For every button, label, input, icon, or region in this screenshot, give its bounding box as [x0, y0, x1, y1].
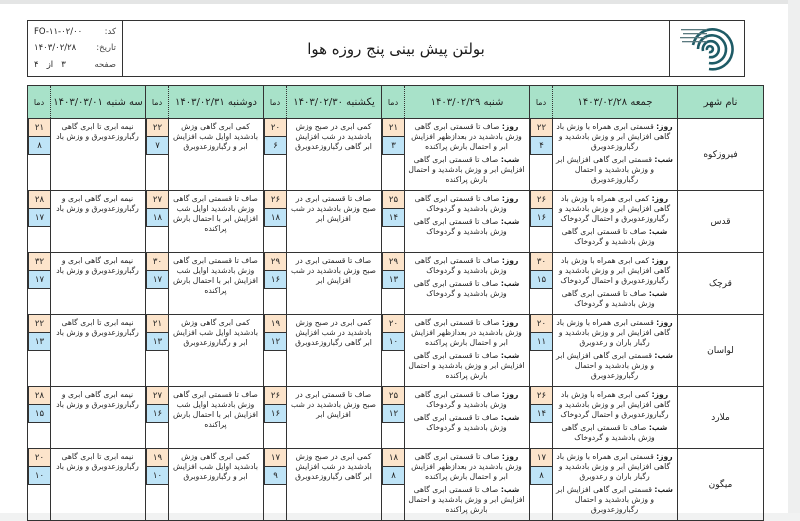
night-forecast-text: صاف تا قسمتی ابری گاهی افزایش ابر و وزش بادشدید و احتمال بارش پراکنده [408, 155, 525, 184]
temperature-cell [382, 119, 405, 191]
forecast-description [51, 449, 146, 521]
day-forecast-text: صاف تا قسمتی ابری گاهی وزش بادشدید در بعدازظهر افزایش ابر و احتمال بارش پراکنده [411, 122, 522, 151]
min-temperature: ۱۷ [29, 271, 50, 289]
min-temperature: ۱۰ [147, 467, 168, 485]
forecast-description [287, 253, 382, 315]
min-temperature: ۸ [29, 137, 50, 155]
temperature-cell [382, 449, 405, 521]
night-forecast [408, 351, 525, 381]
night-prefix: شب: [500, 413, 520, 422]
temperature-cell [146, 449, 169, 521]
temperature-cell [28, 119, 51, 191]
max-temperature: ۲۶ [531, 191, 552, 209]
night-forecast [408, 279, 525, 299]
max-temperature: ۲۶ [265, 387, 286, 405]
temperature-cell [382, 253, 405, 315]
forecast-description [553, 191, 678, 253]
day-prefix: روز: [501, 390, 519, 399]
forecast-table-body [28, 119, 764, 521]
night-forecast-text: قسمتی ابری گاهی افزایش ابر و وزش بادشدید و احتمال رگباروزعدوبرق [556, 351, 655, 380]
max-temperature: ۲۱ [147, 315, 168, 333]
temperature-cell [530, 315, 553, 387]
max-temperature: ۲۶ [265, 191, 286, 209]
max-temperature: ۲۰ [29, 449, 50, 467]
min-temperature: ۸ [531, 467, 552, 485]
temperature-cell [264, 449, 287, 521]
page-label: صفحه [94, 59, 116, 70]
temperature-cell [28, 191, 51, 253]
max-temperature: ۳۰ [531, 253, 552, 271]
forecast-text: صاف تا قسمتی ابری گاهی وزش بادشدید اوایل شب افزایش ابر با احتمال بارش پراکنده [172, 390, 258, 429]
page-number [34, 60, 66, 70]
min-temperature: ۱۶ [531, 209, 552, 227]
page-title: بولتن پیش بینی پنج روزه هوا [307, 39, 485, 58]
forecast-description [553, 449, 678, 521]
night-prefix: شب: [648, 289, 668, 298]
forecast-text: نیمه ابری تا ابری گاهی رگباروزعدوبرق و وزش باد [56, 318, 139, 337]
temperature-cell [382, 191, 405, 253]
max-temperature: ۲۰ [383, 315, 404, 333]
temperature-cell [264, 119, 287, 191]
forecast-description [287, 387, 382, 449]
forecast-description [287, 449, 382, 521]
min-temperature: ۱۳ [29, 333, 50, 351]
day-prefix: روز: [651, 256, 669, 265]
night-forecast [556, 155, 673, 185]
night-prefix: شب: [654, 485, 673, 494]
night-forecast [556, 423, 673, 443]
min-temperature: ۱۸ [265, 209, 286, 227]
day-forecast [408, 194, 525, 214]
day-prefix: روز: [651, 194, 669, 203]
city-name: لواسان [678, 315, 764, 387]
max-temperature: ۱۸ [383, 449, 404, 467]
night-forecast [556, 289, 673, 309]
city-name: قدس [678, 191, 764, 253]
temperature-cell [382, 387, 405, 449]
forecast-text: صاف تا قسمتی ابری گاهی وزش بادشدید اوایل شب افزایش ابر با احتمال بارش پراکنده [172, 194, 258, 233]
forecast-text: نیمه ابری تا ابری گاهی رگباروزعدوبرق و وزش باد [56, 452, 139, 471]
night-prefix: شب: [500, 279, 520, 288]
day-forecast-text: صاف تا قسمتی ابری گاهی وزش بادشدید در بعدازظهر افزایش ابر و احتمال بارش پراکنده [411, 318, 522, 347]
day-column-header: جمعه ۱۴۰۳/۰۲/۲۸ [553, 86, 678, 119]
forecast-description [51, 191, 146, 253]
min-temperature: ۱۵ [531, 271, 552, 289]
forecast-text: صاف تا قسمتی ابری در صبح وزش بادشدید در شب افزایش ابر [290, 390, 377, 419]
temperature-cell [530, 119, 553, 191]
forecast-description [51, 253, 146, 315]
max-temperature: ۳۲ [29, 253, 50, 271]
min-temperature: ۱۴ [383, 209, 404, 227]
max-temperature: ۲۷ [147, 387, 168, 405]
forecast-text: نیمه ابری تا ابری گاهی رگباروزعدوبرق و وزش باد [56, 122, 139, 141]
max-temperature: ۲۲ [147, 119, 168, 137]
day-prefix: روز: [501, 452, 519, 461]
day-forecast-text: صاف تا قسمتی ابری گاهی وزش بادشدید و گردوخاک [414, 390, 507, 409]
forecast-description [405, 315, 530, 387]
bulletin-header [27, 20, 745, 77]
day-forecast-text: کمی ابری همراه با وزش باد گاهی افزایش ابر و وزش بادشدید و رگباروزعدوبرق و احتمال گردوخاک [558, 256, 671, 285]
day-forecast [556, 452, 673, 482]
night-prefix: شب: [654, 351, 673, 360]
forecast-description [553, 253, 678, 315]
temperature-cell [146, 315, 169, 387]
forecast-description [405, 449, 530, 521]
day-forecast-text: قسمتی ابری همراه با وزش باد گاهی افزایش ابر و وزش بادشدید و رگبار باران و رعدوبرق [556, 452, 671, 481]
night-forecast [408, 485, 525, 515]
forecast-text: کمی ابری گاهی وزش بادشدید اوایل شب افزایش ابر و رگباروزعدوبرق [173, 452, 258, 481]
night-forecast-text: صاف تا قسمتی ابری گاهی وزش بادشدید و گردوخاک [413, 279, 507, 298]
temperature-cell [146, 387, 169, 449]
min-temperature: ۱۶ [265, 405, 286, 423]
max-temperature: ۱۷ [265, 449, 286, 467]
night-forecast [556, 227, 673, 247]
min-temperature: ۱۳ [383, 271, 404, 289]
forecast-text: کمی ابری گاهی وزش بادشدید اوایل شب افزایش ابر و رگباروزعدوبرق [173, 122, 258, 151]
forecast-description [51, 315, 146, 387]
day-prefix: روز: [656, 122, 673, 131]
day-forecast-text: کمی ابری همراه با وزش باد گاهی افزایش ابر و وزش بادشدید و رگباروزعدوبرق و احتمال گردوخاک [558, 390, 671, 419]
max-temperature: ۲۰ [531, 315, 552, 333]
max-temperature: ۳۰ [147, 253, 168, 271]
min-temperature: ۱۳ [147, 333, 168, 351]
day-prefix: روز: [501, 318, 519, 327]
forecast-description [169, 119, 264, 191]
min-temperature: ۱۷ [29, 209, 50, 227]
night-prefix: شب: [500, 485, 520, 494]
page-sep: از [46, 59, 54, 70]
page-current: ۳ [61, 59, 66, 70]
max-temperature: ۲۵ [383, 387, 404, 405]
forecast-description [405, 253, 530, 315]
temperature-cell [382, 315, 405, 387]
forecast-description [51, 119, 146, 191]
forecast-description [405, 119, 530, 191]
temperature-cell [530, 191, 553, 253]
temperature-cell [146, 253, 169, 315]
page-total: ۴ [34, 59, 39, 70]
code-value: FO-۱۱-۰۲/۰۰ [34, 27, 83, 38]
day-forecast [556, 256, 673, 286]
forecast-description [51, 387, 146, 449]
day-forecast-text: کمی ابری همراه با وزش باد گاهی افزایش ابر و وزش بادشدید و رگباروزعدوبرق و احتمال گردوخاک [558, 194, 671, 223]
night-forecast [408, 155, 525, 185]
forecast-text: نیمه ابری گاهی ابری و رگباروزعدوبرق و وزش باد [56, 390, 139, 409]
temperature-cell [264, 253, 287, 315]
day-forecast-text: صاف تا قسمتی ابری گاهی وزش بادشدید و گردوخاک [414, 194, 507, 213]
forecast-text: کمی ابری در صبح وزش بادشدید در شب افزایش ابر گاهی رگباروزعدوبرق [295, 318, 372, 347]
temperature-cell [28, 449, 51, 521]
max-temperature: ۲۲ [531, 119, 552, 137]
max-temperature: ۲۸ [29, 387, 50, 405]
night-forecast-text: صاف تا قسمتی ابری گاهی وزش بادشدید و گردوخاک [561, 227, 655, 246]
table-row [28, 315, 764, 387]
night-prefix: شب: [500, 155, 520, 164]
night-prefix: شب: [500, 217, 520, 226]
temperature-cell [264, 191, 287, 253]
forecast-description [405, 191, 530, 253]
max-temperature: ۱۹ [265, 315, 286, 333]
day-forecast [556, 390, 673, 420]
city-name: ملارد [678, 387, 764, 449]
forecast-text: نیمه ابری گاهی ابری و رگباروزعدوبرق و وزش باد [56, 256, 139, 275]
night-prefix: شب: [500, 351, 520, 360]
temperature-cell [28, 315, 51, 387]
day-prefix: روز: [651, 390, 669, 399]
document-page [0, 4, 788, 513]
max-temperature: ۲۱ [29, 119, 50, 137]
day-forecast-text: صاف تا قسمتی ابری گاهی وزش بادشدید در بعدازظهر افزایش ابر و احتمال بارش پراکنده [411, 452, 522, 481]
max-temperature: ۲۹ [383, 253, 404, 271]
night-forecast [556, 351, 673, 381]
city-name: میگون [678, 449, 764, 521]
day-column-header: یکشنبه ۱۴۰۳/۰۲/۳۰ [287, 86, 382, 119]
page-row [34, 60, 116, 70]
temp-column-header: دما [382, 86, 405, 119]
night-forecast-text: قسمتی ابری گاهی افزایش ابر و وزش بادشدید و احتمال رگباروزعدوبرق [556, 485, 655, 514]
max-temperature: ۲۲ [29, 315, 50, 333]
min-temperature: ۷ [147, 137, 168, 155]
date-label: تاریخ: [96, 43, 116, 54]
temperature-cell [28, 387, 51, 449]
temp-column-header: دما [146, 86, 169, 119]
min-temperature: ۹ [265, 467, 286, 485]
temperature-cell [530, 449, 553, 521]
table-row [28, 449, 764, 521]
forecast-text: کمی ابری در صبح وزش بادشدید در شب افزایش ابر گاهی رگباروزعدوبرق [295, 122, 372, 151]
day-column-header: شنبه ۱۴۰۳/۰۲/۲۹ [405, 86, 530, 119]
night-prefix: شب: [648, 227, 668, 236]
forecast-description [405, 387, 530, 449]
min-temperature: ۳ [383, 137, 404, 155]
table-row [28, 387, 764, 449]
min-temperature: ۴ [531, 137, 552, 155]
date-value: ۱۴۰۳/۰۲/۲۸ [34, 43, 77, 54]
temp-column-header: دما [530, 86, 553, 119]
night-forecast [556, 485, 673, 515]
night-prefix: شب: [654, 155, 673, 164]
night-forecast-text: صاف تا قسمتی ابری گاهی وزش بادشدید و گردوخاک [413, 413, 507, 432]
day-forecast [556, 122, 673, 152]
forecast-description [169, 449, 264, 521]
min-temperature: ۸ [383, 467, 404, 485]
forecast-description [169, 387, 264, 449]
day-column-header: سه شنبه ۱۴۰۳/۰۳/۰۱ [51, 86, 146, 119]
document-meta [28, 21, 123, 76]
min-temperature: ۱۰ [383, 333, 404, 351]
day-forecast-text: قسمتی ابری همراه با وزش باد گاهی افزایش ابر و وزش بادشدید و رگباروزعدوبرق [556, 122, 671, 151]
temperature-cell [264, 315, 287, 387]
day-forecast [408, 122, 525, 152]
forecast-description [169, 315, 264, 387]
spiral-logo-icon [679, 25, 735, 73]
forecast-description [169, 191, 264, 253]
day-forecast-text: صاف تا قسمتی ابری گاهی وزش بادشدید و گردوخاک [414, 256, 507, 275]
forecast-text: نیمه ابری گاهی ابری و رگباروزعدوبرق و وزش باد [56, 194, 139, 213]
max-temperature: ۲۸ [29, 191, 50, 209]
day-prefix: روز: [501, 256, 519, 265]
max-temperature: ۲۰ [265, 119, 286, 137]
night-forecast-text: صاف تا قسمتی ابری گاهی وزش بادشدید و گردوخاک [413, 217, 507, 236]
max-temperature: ۲۱ [383, 119, 404, 137]
day-forecast [556, 318, 673, 348]
scrollbar-track[interactable] [788, 0, 800, 513]
night-forecast-text: قسمتی ابری گاهی افزایش ابر و وزش بادشدید و احتمال رگباروزعدوبرق [556, 155, 655, 184]
max-temperature: ۲۹ [265, 253, 286, 271]
forecast-description [553, 119, 678, 191]
temperature-cell [264, 387, 287, 449]
min-temperature: ۶ [265, 137, 286, 155]
day-forecast [408, 390, 525, 410]
min-temperature: ۱۷ [147, 271, 168, 289]
max-temperature: ۱۹ [147, 449, 168, 467]
code-row [34, 27, 116, 37]
meteorological-organization-logo [669, 21, 744, 76]
table-row [28, 253, 764, 315]
city-name: قرچک [678, 253, 764, 315]
temp-column-header: دما [264, 86, 287, 119]
min-temperature: ۱۸ [147, 209, 168, 227]
night-forecast [408, 217, 525, 237]
night-forecast-text: صاف تا قسمتی ابری گاهی وزش بادشدید و گردوخاک [561, 289, 655, 308]
forecast-text: صاف تا قسمتی ابری در صبح وزش بادشدید در شب افزایش ابر [290, 194, 377, 223]
max-temperature: ۲۶ [531, 387, 552, 405]
table-header-row [28, 86, 764, 119]
table-row [28, 119, 764, 191]
temperature-cell [146, 119, 169, 191]
day-forecast [556, 194, 673, 224]
forecast-description [287, 191, 382, 253]
max-temperature: ۲۷ [147, 191, 168, 209]
code-label: کد: [104, 27, 116, 38]
temperature-cell [530, 387, 553, 449]
forecast-description [553, 387, 678, 449]
temperature-cell [530, 253, 553, 315]
forecast-table [27, 85, 764, 521]
min-temperature: ۱۱ [531, 333, 552, 351]
day-prefix: روز: [656, 452, 673, 461]
temperature-cell [146, 191, 169, 253]
night-forecast [408, 413, 525, 433]
city-name: فیروزکوه [678, 119, 764, 191]
date-row [34, 43, 116, 53]
min-temperature: ۱۶ [265, 271, 286, 289]
min-temperature: ۱۶ [147, 405, 168, 423]
forecast-description [553, 315, 678, 387]
night-forecast-text: صاف تا قسمتی ابری گاهی افزایش ابر و وزش بادشدید و احتمال بارش پراکنده [408, 485, 525, 514]
day-prefix: روز: [656, 318, 673, 327]
night-forecast-text: صاف تا قسمتی ابری گاهی وزش بادشدید و گردوخاک [561, 423, 655, 442]
forecast-description [287, 119, 382, 191]
min-temperature: ۱۵ [29, 405, 50, 423]
min-temperature: ۱۲ [265, 333, 286, 351]
forecast-text: صاف تا قسمتی ابری گاهی وزش بادشدید اوایل شب افزایش ابر با احتمال بارش پراکنده [172, 256, 258, 295]
min-temperature: ۱۲ [383, 405, 404, 423]
max-temperature: ۱۷ [531, 449, 552, 467]
day-forecast [408, 256, 525, 276]
forecast-text: کمی ابری گاهی وزش بادشدید اوایل شب افزایش ابر و رگباروزعدوبرق [173, 318, 258, 347]
forecast-text: صاف تا قسمتی ابری در صبح وزش بادشدید در شب افزایش ابر [290, 256, 377, 285]
forecast-text: کمی ابری در صبح وزش بادشدید در شب افزایش ابر گاهی رگباروزعدوبرق [295, 452, 372, 481]
temp-column-header: دما [28, 86, 51, 119]
min-temperature: ۱۰ [29, 467, 50, 485]
day-forecast [408, 318, 525, 348]
day-forecast-text: قسمتی ابری همراه با وزش باد گاهی افزایش ابر و وزش بادشدید و رگبار باران و رعدوبرق [556, 318, 671, 347]
day-prefix: روز: [501, 194, 519, 203]
table-row [28, 191, 764, 253]
max-temperature: ۲۵ [383, 191, 404, 209]
day-prefix: روز: [501, 122, 519, 131]
night-prefix: شب: [648, 423, 668, 432]
day-column-header: دوشنبه ۱۴۰۳/۰۲/۳۱ [169, 86, 264, 119]
forecast-description [169, 253, 264, 315]
day-forecast [408, 452, 525, 482]
min-temperature: ۱۴ [531, 405, 552, 423]
forecast-description [287, 315, 382, 387]
city-column-header: نام شهر [678, 86, 764, 119]
temperature-cell [28, 253, 51, 315]
night-forecast-text: صاف تا قسمتی ابری گاهی افزایش ابر و وزش بادشدید و احتمال بارش پراکنده [408, 351, 525, 380]
